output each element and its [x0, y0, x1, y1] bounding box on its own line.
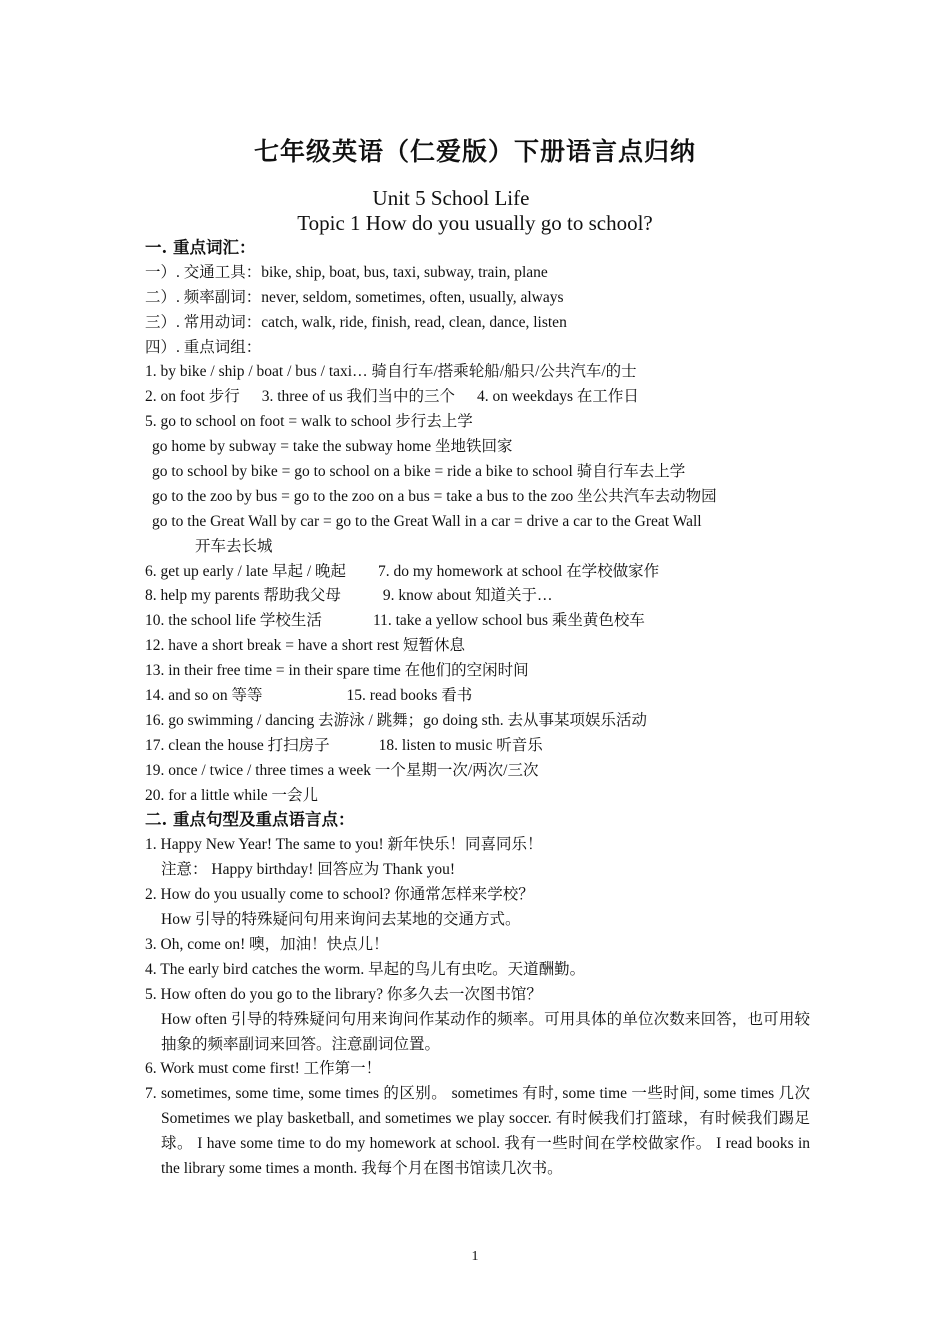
vocab-frequency-adverbs: 二）. 频率副词：never, seldom, sometimes, often, usually, always — [145, 288, 564, 306]
phrase-item: go to the zoo by bus = go to the zoo on a bus = take a bus to the zoo 坐公共汽车去动物园 — [152, 487, 717, 505]
phrase-item: go to school by bike = go to school on a bike = ride a bike to school 骑自行车去上学 — [152, 463, 686, 481]
phrase-item: 12. have a short break = have a short rest 短暂休息 — [145, 637, 465, 655]
unit-heading: Unit 5 School Life — [372, 186, 530, 210]
phrase-item: 7. do my homework at school 在学校做家作 — [378, 562, 660, 580]
phrase-item: 5. go to school on foot = walk to school 步行去上学 — [145, 413, 473, 431]
section-heading-sentences: 二. 重点句型及重点语言点： — [145, 810, 355, 830]
topic-heading: Topic 1 How do you usually go to school? — [297, 211, 653, 235]
phrase-item: go to the Great Wall by car = go to the Great Wall in a car = drive a car to the Great Wall — [152, 512, 702, 530]
phrase-item: 11. take a yellow school bus 乘坐黄色校车 — [372, 612, 645, 630]
sentence-item: 7. sometimes, some time, some times 的区别。 sometimes 有时, some time 一些时间, some times 几次 Sometimes we play basketball, and sometimes we play soccer. 有时候我们打篮球，有时候我们踢足球。 I have some time to do my homework at school. 我有一些时间在学校做家作。 I read books in the library some times a month. 我每个月在图书馆读几次书。 — [145, 1085, 810, 1178]
sentence-item: 2. How do you usually come to school? 你通常怎样来学校？ — [145, 886, 534, 904]
vocab-common-verbs: 三）. 常用动词：catch, walk, ride, finish, read, clean, dance, listen — [145, 313, 567, 331]
phrase-item: 13. in their free time = in their spare time 在他们的空闲时间 — [145, 662, 529, 680]
phrase-item: 3. three of us 我们当中的三个 — [261, 388, 456, 406]
phrase-item: 4. on weekdays 在工作日 — [477, 388, 639, 406]
phrase-row — [145, 560, 810, 585]
phrase-item: 2. on foot 步行 — [145, 388, 240, 406]
vocab-transport: 一）. 交通工具：bike, ship, boat, bus, taxi, subway, train, plane — [145, 263, 548, 281]
phrases-heading: 四）. 重点词组： — [145, 338, 262, 356]
phrase-item: 20. for a little while 一会儿 — [145, 786, 319, 804]
page-number: 1 — [471, 1249, 479, 1264]
phrase-item: 15. read books 看书 — [346, 687, 473, 705]
phrase-item: 19. once / twice / three times a week 一个星期一次/两次/三次 — [145, 761, 539, 779]
phrase-row — [145, 584, 810, 609]
sentence-item: 5. How often do you go to the library? 你多久去一次图书馆？ — [145, 985, 542, 1003]
sentence-item: 1. Happy New Year! The same to you! 新年快乐！同喜同乐！ — [145, 836, 543, 854]
phrase-item: 18. listen to music 听音乐 — [378, 736, 543, 754]
phrase-item: 10. the school life 学校生活 — [145, 612, 322, 630]
phrase-item: 14. and so on 等等 — [145, 687, 263, 705]
phrase-item: 开车去长城 — [195, 537, 273, 555]
phrase-item: 17. clean the house 打扫房子 — [145, 736, 330, 754]
phrase-row — [145, 684, 810, 709]
phrase-row — [145, 734, 810, 759]
phrase-item: 9. know about 知道关于… — [382, 587, 553, 605]
phrase-item: 6. get up early / late 早起 / 晚起 — [145, 562, 347, 580]
sentence-item: 3. Oh, come on! 噢，加油！快点儿！ — [145, 935, 389, 953]
document-title: 七年级英语（仁爱版）下册语言点归纳 — [253, 137, 696, 166]
sentence-note: How often 引导的特殊疑问句用来询问作某动作的频率。可用具体的单位次数来回答，也可用较抽象的频率副词来回答。注意副词位置。 — [161, 1010, 810, 1053]
sentence-item: 6. Work must come first! 工作第一！ — [145, 1060, 382, 1078]
phrase-row — [145, 609, 810, 634]
phrase-item: 16. go swimming / dancing 去游泳 / 跳舞；go doing sth. 去从事某项娱乐活动 — [145, 711, 648, 729]
phrase-item: 1. by bike / ship / boat / bus / taxi… 骑自行车/搭乘轮船/船只/公共汽车/的士 — [145, 363, 637, 381]
document-body — [145, 236, 810, 1182]
section-heading-vocabulary: 一. 重点词汇： — [145, 238, 256, 257]
phrase-row — [145, 385, 810, 410]
sentence-item: 4. The early bird catches the worm. 早起的鸟儿有虫吃。天道酬勤。 — [145, 960, 586, 978]
sentence-note: 注意： Happy birthday! 回答应为 Thank you! — [161, 861, 456, 879]
phrase-item: go home by subway = take the subway home 坐地铁回家 — [152, 438, 513, 456]
sentence-note: How 引导的特殊疑问句用来询问去某地的交通方式。 — [161, 911, 521, 929]
phrase-item: 8. help my parents 帮助我父母 — [145, 587, 341, 605]
